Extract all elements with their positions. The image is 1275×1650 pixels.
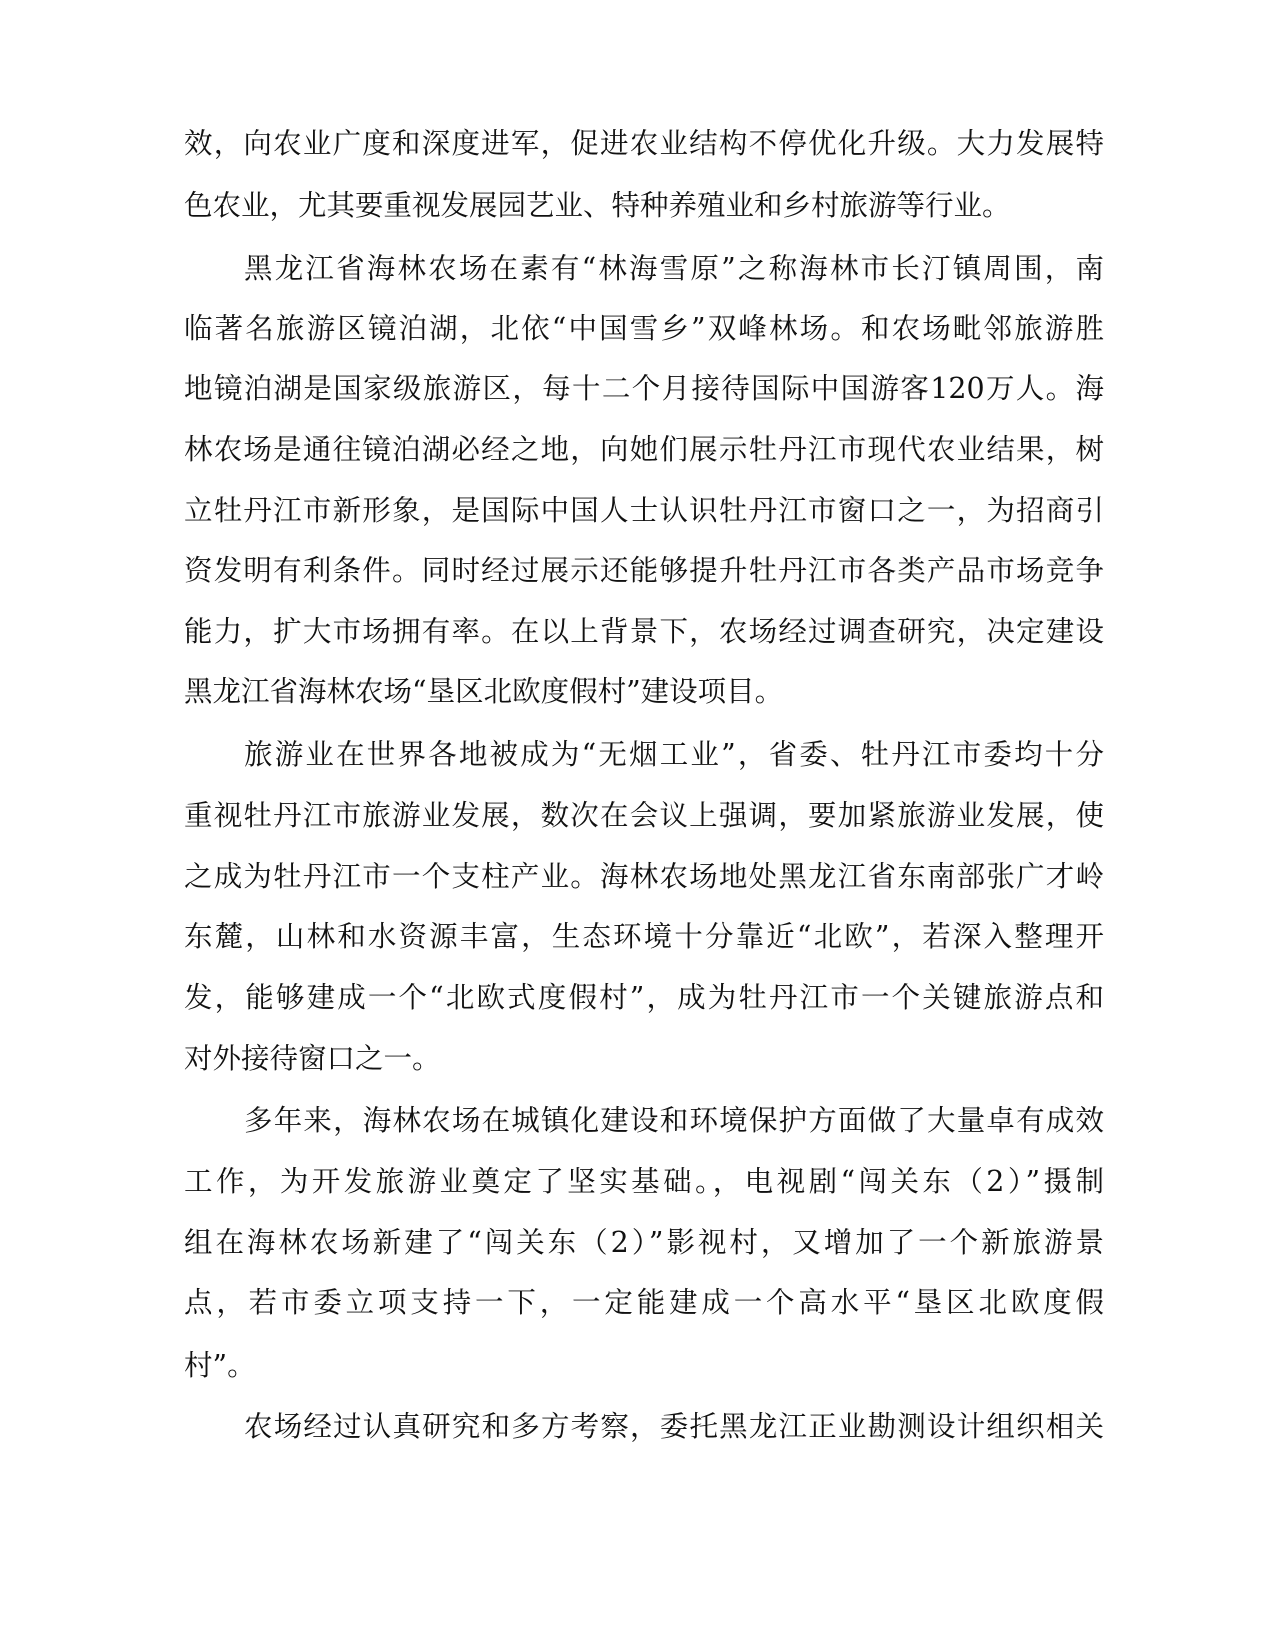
text-line: 能力，扩大市场拥有率。在以上背景下，农场经过调查研究，决定建设	[184, 615, 1104, 648]
text-line: 村”。	[184, 1349, 256, 1382]
text-line: 林农场是通往镜泊湖必经之地，向她们展示牡丹江市现代农业结果，树	[184, 433, 1104, 466]
paragraph-first-line: 多年来，海林农场在城镇化建设和环境保护方面做了大量卓有成效	[244, 1104, 1104, 1137]
text-line: 发，能够建成一个“北欧式度假村”，成为牡丹江市一个关键旅游点和	[184, 981, 1104, 1014]
text-line: 东麓，山林和水资源丰富，生态环境十分靠近“北欧”，若深入整理开	[184, 920, 1104, 953]
paragraph-first-line: 旅游业在世界各地被成为“无烟工业”，省委、牡丹江市委均十分	[244, 738, 1104, 771]
text-line: 立牡丹江市新形象，是国际中国人士认识牡丹江市窗口之一，为招商引	[184, 494, 1104, 527]
text-line: 地镜泊湖是国家级旅游区，每十二个月接待国际中国游客120万人。海	[184, 372, 1104, 405]
text-line: 点，若市委立项支持一下，一定能建成一个高水平“垦区北欧度假	[184, 1286, 1104, 1319]
text-line: 黑龙江省海林农场“垦区北欧度假村”建设项目。	[184, 675, 784, 708]
text-line: 之成为牡丹江市一个支柱产业。海林农场地处黑龙江省东南部张广才岭	[184, 860, 1104, 893]
text-line: 工作，为开发旅游业奠定了坚实基础。，电视剧“闯关东（2）”摄制	[184, 1165, 1104, 1198]
text-line: 临著名旅游区镜泊湖，北依“中国雪乡”双峰林场。和农场毗邻旅游胜	[184, 312, 1104, 345]
text-line: 色农业，尤其要重视发展园艺业、特种养殖业和乡村旅游等行业。	[184, 189, 1011, 222]
paragraph-first-line: 黑龙江省海林农场在素有“林海雪原”之称海林市长汀镇周围，南	[244, 252, 1104, 285]
paragraph-first-line: 农场经过认真研究和多方考察，委托黑龙江正业勘测设计组织相关	[244, 1410, 1104, 1443]
text-line: 资发明有利条件。同时经过展示还能够提升牡丹江市各类产品市场竞争	[184, 554, 1104, 587]
text-line: 重视牡丹江市旅游业发展，数次在会议上强调，要加紧旅游业发展，使	[184, 799, 1104, 832]
text-line: 组在海林农场新建了“闯关东（2）”影视村，又增加了一个新旅游景	[184, 1226, 1104, 1259]
text-line: 效，向农业广度和深度进军，促进农业结构不停优化升级。大力发展特	[184, 127, 1104, 160]
text-line: 对外接待窗口之一。	[184, 1042, 441, 1075]
